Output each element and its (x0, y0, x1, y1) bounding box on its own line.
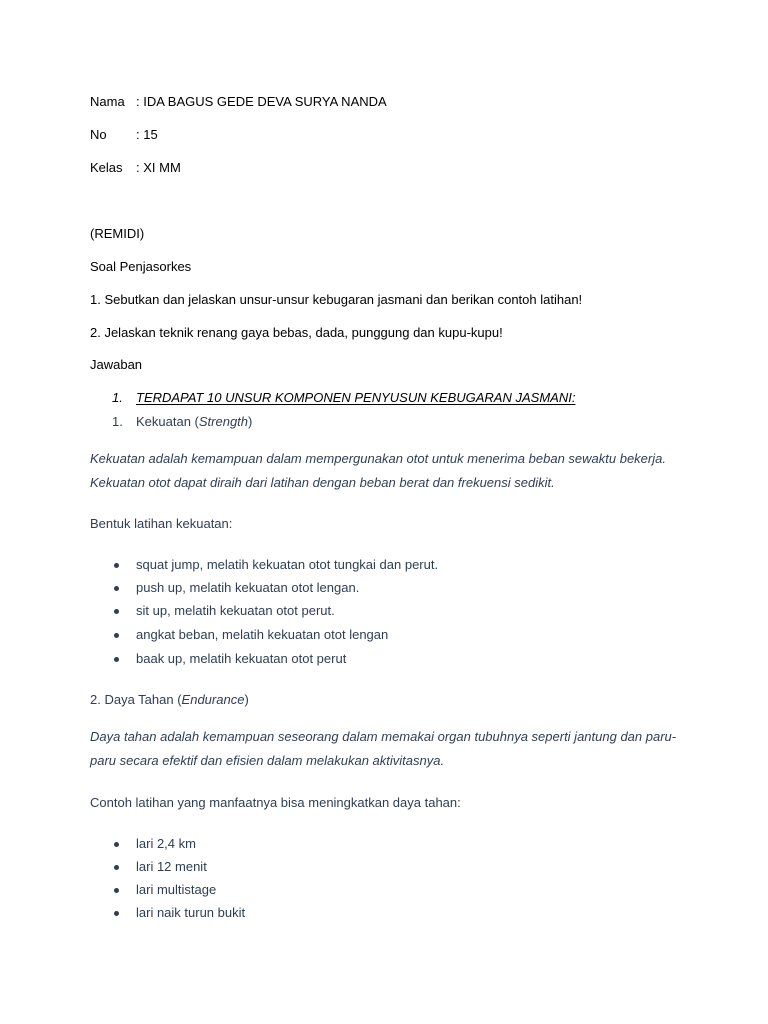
nama-label: Nama (90, 94, 125, 109)
item1-desc-line1: Kekuatan adalah kemampuan dalam mempergunakan otot untuk menerima beban sewaktu bekerja. (90, 451, 666, 466)
soal-title: Soal Penjasorkes (90, 259, 192, 274)
no-row (90, 127, 158, 142)
list-item: push up, melatih kekuatan otot lengan. (136, 580, 360, 595)
jawaban-label: Jawaban (90, 357, 143, 372)
kelas-row (90, 160, 181, 175)
item1-title (136, 414, 252, 429)
list-item: squat jump, melatih kekuatan otot tungkai dan perut. (136, 557, 439, 572)
nama-row (90, 94, 387, 109)
item2-desc-line2: paru secara efektif dan efisien dalam melakukan aktivitasnya. (90, 753, 445, 768)
bullet-dot (114, 633, 119, 638)
item2-desc-line1: Daya tahan adalah kemampuan seseorang dalam memakai organ tubuhnya seperti jantung dan paru- (90, 729, 677, 744)
item1-number: 1. (112, 414, 123, 429)
bullet-dot (114, 911, 119, 916)
bullet-dot (114, 586, 119, 591)
list-item: lari multistage (136, 882, 217, 897)
item1-forms-title: Bentuk latihan kekuatan: (90, 516, 233, 531)
item1-suffix: ) (248, 414, 253, 429)
bullet-dot (114, 563, 119, 568)
list-item: baak up, melatih kekuatan otot perut (136, 651, 347, 666)
kelas-label: Kelas (90, 160, 123, 175)
kelas-value: : XI MM (136, 160, 181, 175)
bullet-dot (114, 888, 119, 893)
list-item: lari 12 menit (136, 859, 207, 874)
bullet-dot (114, 865, 119, 870)
heading-number: 1. (112, 390, 123, 405)
list-item: sit up, melatih kekuatan otot perut. (136, 603, 335, 618)
bullet-dot (114, 657, 119, 662)
bullet-dot (114, 609, 119, 614)
item1-prefix: Kekuatan ( (136, 414, 199, 429)
bullet-dot (114, 842, 119, 847)
no-value: : 15 (136, 127, 158, 142)
list-item: lari 2,4 km (136, 836, 196, 851)
list-item: lari naik turun bukit (136, 905, 246, 920)
item1-term: Strength (198, 414, 249, 429)
item2-term: Endurance (181, 692, 245, 707)
remidi-label: (REMIDI) (90, 226, 145, 241)
item2-prefix: 2. Daya Tahan ( (90, 692, 182, 707)
nama-value: : IDA BAGUS GEDE DEVA SURYA NANDA (136, 94, 387, 109)
question-2: 2. Jelaskan teknik renang gaya bebas, dada, punggung dan kupu-kupu! (90, 325, 503, 340)
item1-desc-line2: Kekuatan otot dapat diraih dari latihan dengan beban berat dan frekuensi sedikit. (90, 475, 555, 490)
item2-examples-title: Contoh latihan yang manfaatnya bisa meningkatkan daya tahan: (90, 795, 461, 810)
item2-title (90, 692, 249, 707)
item2-suffix: ) (244, 692, 249, 707)
heading-text: TERDAPAT 10 UNSUR KOMPONEN PENYUSUN KEBUGARAN JASMANI: (136, 390, 576, 405)
no-label: No (90, 127, 107, 142)
question-1: 1. Sebutkan dan jelaskan unsur-unsur kebugaran jasmani dan berikan contoh latihan! (90, 292, 583, 307)
list-item: angkat beban, melatih kekuatan otot lengan (136, 627, 389, 642)
